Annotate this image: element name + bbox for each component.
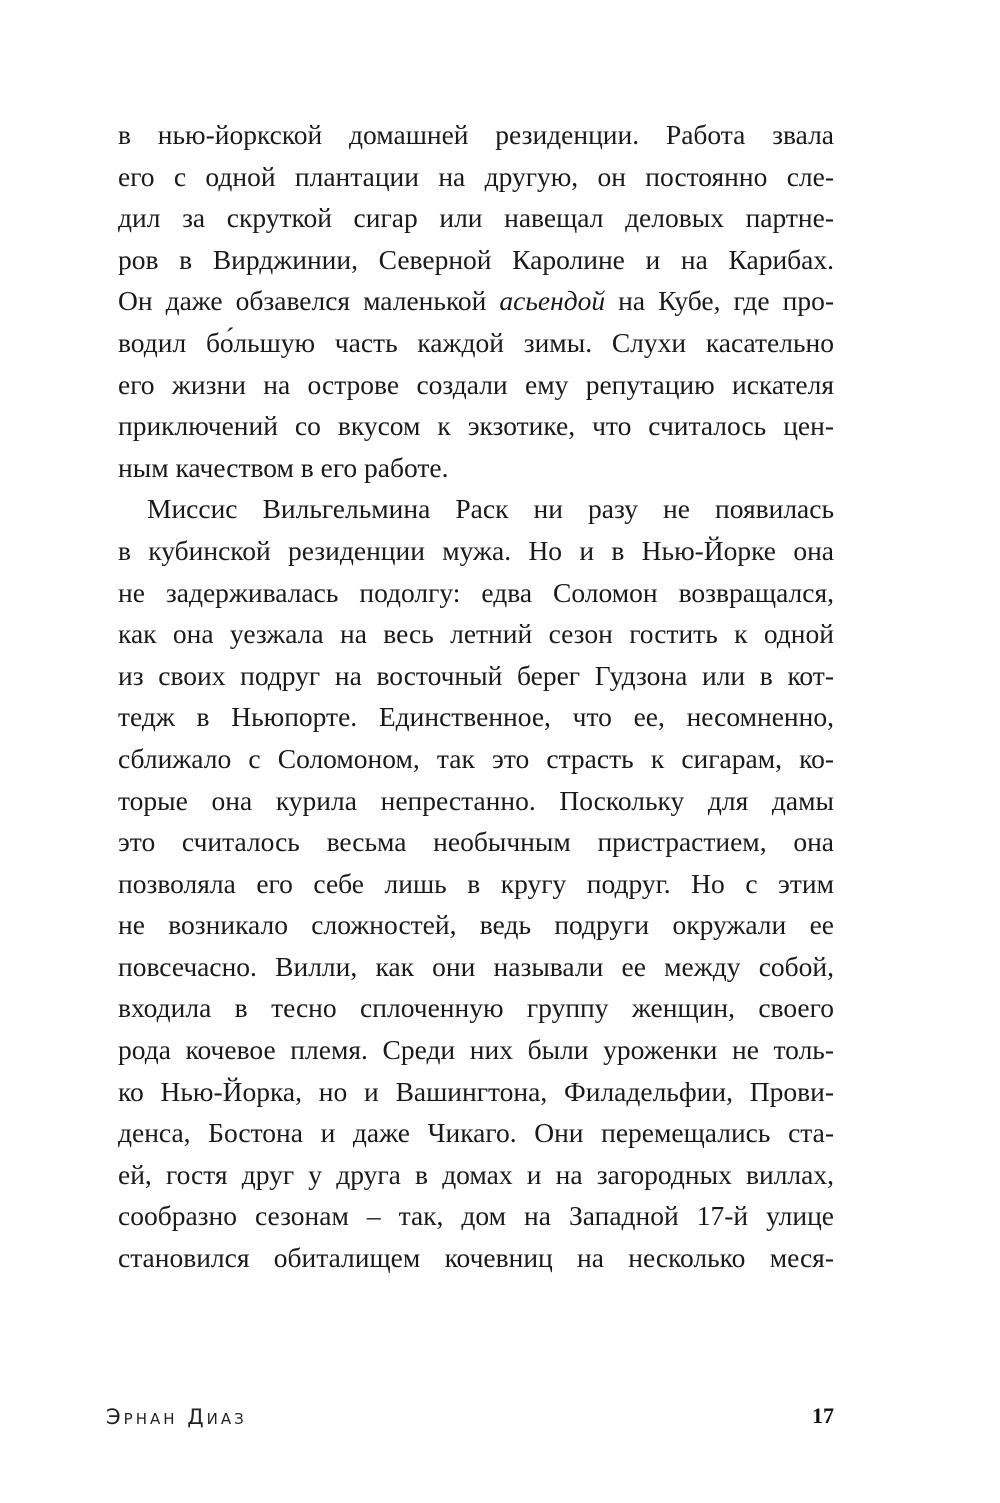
text-line: его жизни на острове создали ему репутацию искателя (118, 368, 834, 400)
body-text (118, 114, 834, 1279)
text-line: не задерживалась подолгу: едва Соломон возвращался, (118, 576, 834, 608)
text-line: позволяла его себе лишь в кругу подруг. Но с этим (118, 867, 834, 899)
paragraph-1 (118, 114, 834, 488)
paragraph-2 (118, 488, 834, 1278)
text-line: как она уезжала на весь летний сезон гостить к одной (118, 618, 834, 650)
text-line: ей, гостя друг у друга в домах и на загородных виллах, (118, 1158, 834, 1190)
text-line-with-italic: Он даже обзавелся маленькой асьендой на Кубе, где про- (118, 285, 834, 317)
text-line: рода кочевое племя. Среди них были уроженки не толь- (118, 1034, 834, 1066)
text-line: не возникало сложностей, ведь подруги окружали ее (118, 909, 834, 941)
text-line: входила в тесно сплоченную группу женщин, своего (118, 992, 834, 1024)
text-line: становился обиталищем кочевниц на несколько меся- (118, 1242, 834, 1274)
text-line: ным качеством в его работе. (118, 451, 449, 483)
italic-word: асьендой (499, 285, 606, 317)
text-line: сообразно сезонам – так, дом на Западной 17-й улице (118, 1200, 834, 1232)
text-line: его с одной плантации на другую, он постоянно сле- (118, 160, 834, 192)
text-line: Миссис Вильгельмина Раск ни разу не появилась (147, 493, 834, 525)
text-line: в кубинской резиденции мужа. Но и в Нью-Йорке она (118, 534, 834, 566)
text-line: ко Нью-Йорка, но и Вашингтона, Филадельфии, Прови- (118, 1075, 834, 1107)
text-line: это считалось весьма необычным пристрастием, она (118, 826, 834, 858)
text-line: тедж в Ньюпорте. Единственное, что ее, несомненно, (118, 701, 834, 733)
text-line: водил бо́льшую часть каждой зимы. Слухи касательно (118, 326, 834, 358)
text-line: из своих подруг на восточный берег Гудзона или в кот- (118, 659, 834, 691)
text-line: приключений со вкусом к экзотике, что считалось цен- (118, 410, 834, 442)
running-footer-author: Эрнан Диаз (106, 1405, 247, 1429)
text-line: дил за скруткой сигар или навещал деловых партне- (118, 202, 834, 234)
text-line: повсечасно. Вилли, как они называли ее между собой, (118, 950, 834, 982)
text-line: в нью-йоркской домашней резиденции. Работа звала (118, 119, 834, 150)
text-line: ров в Вирджинии, Северной Каролине и на Карибах. (118, 243, 834, 275)
text-line: торые она курила непрестанно. Поскольку для дамы (118, 784, 834, 816)
text-line: сближало с Соломоном, так это страсть к сигарам, ко- (118, 742, 834, 774)
text-line: денса, Бостона и даже Чикаго. Они перемещались ста- (118, 1117, 834, 1149)
page-number: 17 (812, 1403, 834, 1428)
